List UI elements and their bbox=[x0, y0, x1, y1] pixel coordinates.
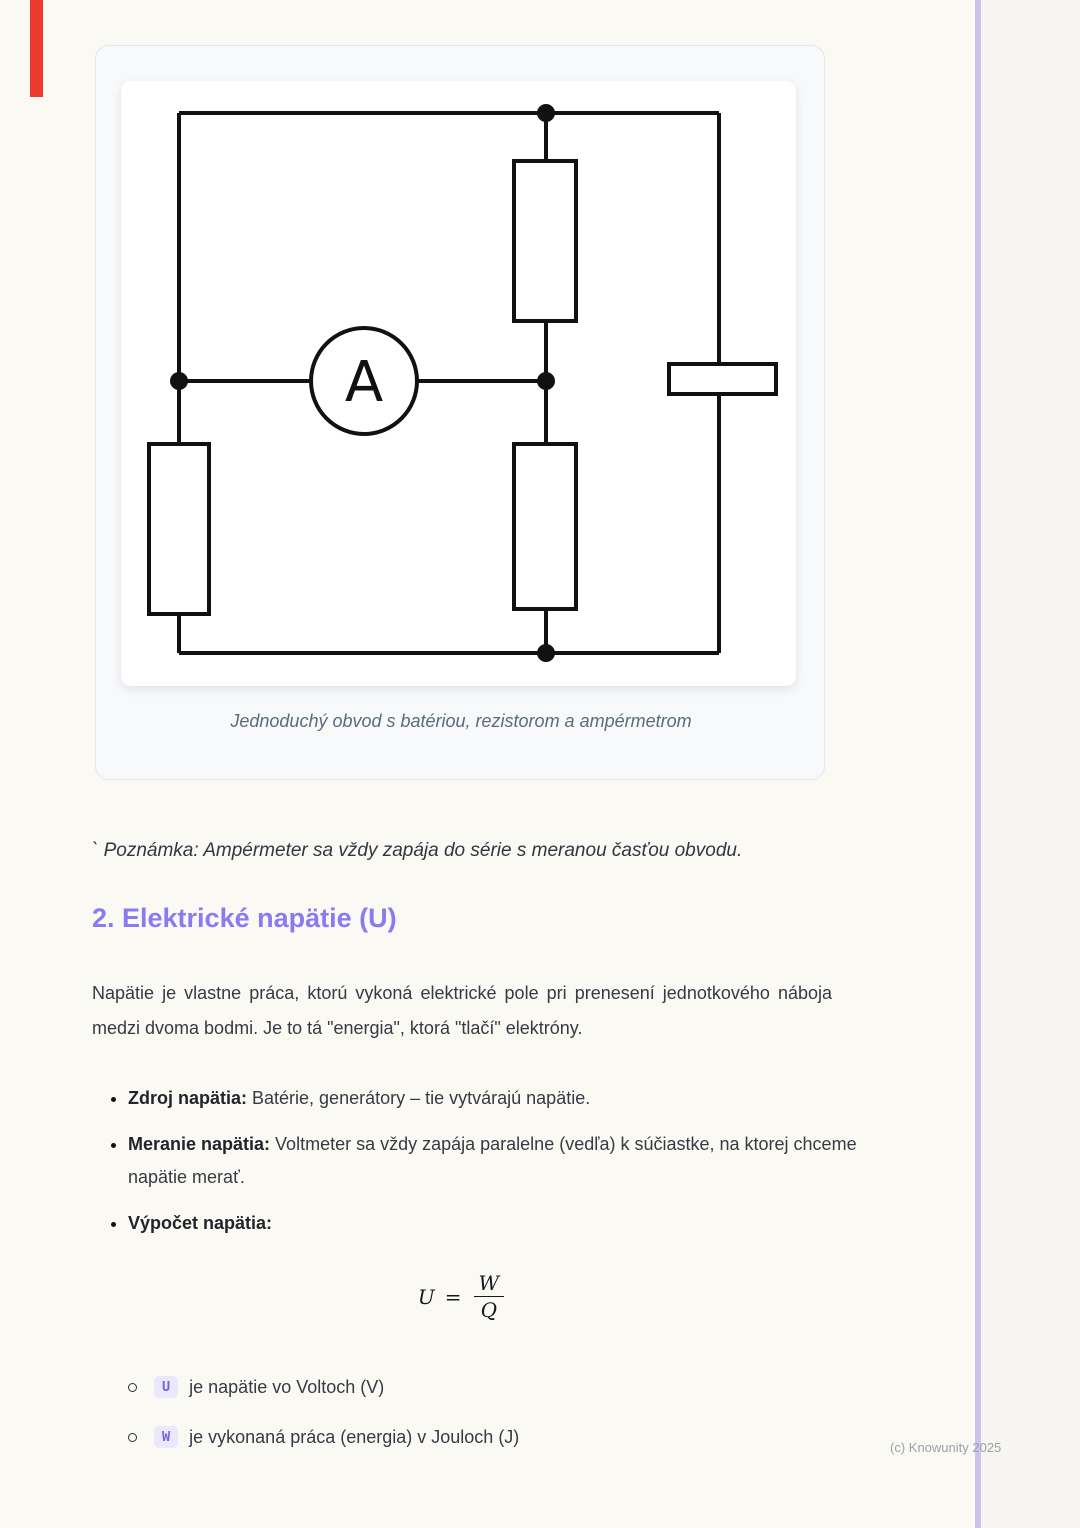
bullet-list bbox=[92, 1082, 873, 1253]
sub-bullet-list bbox=[128, 1372, 838, 1472]
fraction-numerator: W bbox=[478, 1271, 500, 1295]
fraction bbox=[472, 1272, 507, 1321]
circuit-figure-card bbox=[95, 45, 825, 780]
sub-bullet-text: je napätie vo Voltoch (V) bbox=[189, 1376, 385, 1397]
ammeter-icon bbox=[311, 328, 417, 434]
list-item bbox=[128, 1082, 873, 1115]
list-item bbox=[128, 1128, 873, 1194]
resistor-middle bbox=[514, 444, 576, 609]
formula-equals: = bbox=[444, 1284, 462, 1309]
bullet-text: Voltmeter sa vždy zapája paralelne (vedľa) k súčiastke, na ktorej chceme napätie merať. bbox=[128, 1134, 857, 1187]
circle-bullet-icon bbox=[128, 1383, 137, 1392]
voltage-formula bbox=[92, 1272, 832, 1321]
figure-caption: Jednoduchý obvod s batériou, rezistorom a ampérmetrom bbox=[230, 711, 692, 731]
right-margin-area bbox=[981, 0, 1080, 1528]
fraction-denominator: Q bbox=[474, 1296, 504, 1321]
battery-icon bbox=[669, 364, 776, 394]
circle-bullet-icon bbox=[128, 1433, 137, 1442]
circuit-wires bbox=[179, 113, 719, 653]
red-edge-stripe bbox=[30, 0, 43, 97]
resistor-top bbox=[514, 161, 576, 321]
bullet-label: Zdroj napätia: bbox=[128, 1088, 248, 1108]
resistor-left bbox=[149, 444, 209, 614]
formula-lhs: U bbox=[417, 1284, 435, 1309]
section-heading: 2. Elektrické napätie (U) bbox=[92, 903, 397, 933]
bullet-label: Meranie napätia: bbox=[128, 1134, 271, 1154]
list-item bbox=[128, 1422, 838, 1452]
code-chip: U bbox=[154, 1376, 178, 1398]
ammeter-label: A bbox=[344, 350, 384, 415]
bullet-text: Batérie, generátory – tie vytvárajú napätie. bbox=[247, 1088, 591, 1108]
right-divider-line bbox=[975, 0, 981, 1528]
note-text: ` Poznámka: Ampérmeter sa vždy zapája do série s meranou časťou obvodu. bbox=[92, 840, 743, 861]
circuit-figure bbox=[121, 81, 796, 686]
bullet-label: Výpočet napätia: bbox=[128, 1213, 273, 1233]
list-item bbox=[128, 1207, 873, 1240]
code-chip: W bbox=[154, 1426, 178, 1448]
list-item bbox=[128, 1372, 838, 1402]
watermark: (c) Knowunity 2025 bbox=[890, 1440, 1002, 1455]
intro-paragraph: Napätie je vlastne práca, ktorú vykoná elektrické pole pri prenesení jednotkového náboja medzi dvoma bodmi. Je to tá "energia", ktorá "tlačí" elektróny. bbox=[92, 983, 832, 1038]
sub-bullet-text: je vykonaná práca (energia) v Jouloch (J) bbox=[189, 1426, 520, 1447]
circuit-svg bbox=[121, 81, 796, 686]
